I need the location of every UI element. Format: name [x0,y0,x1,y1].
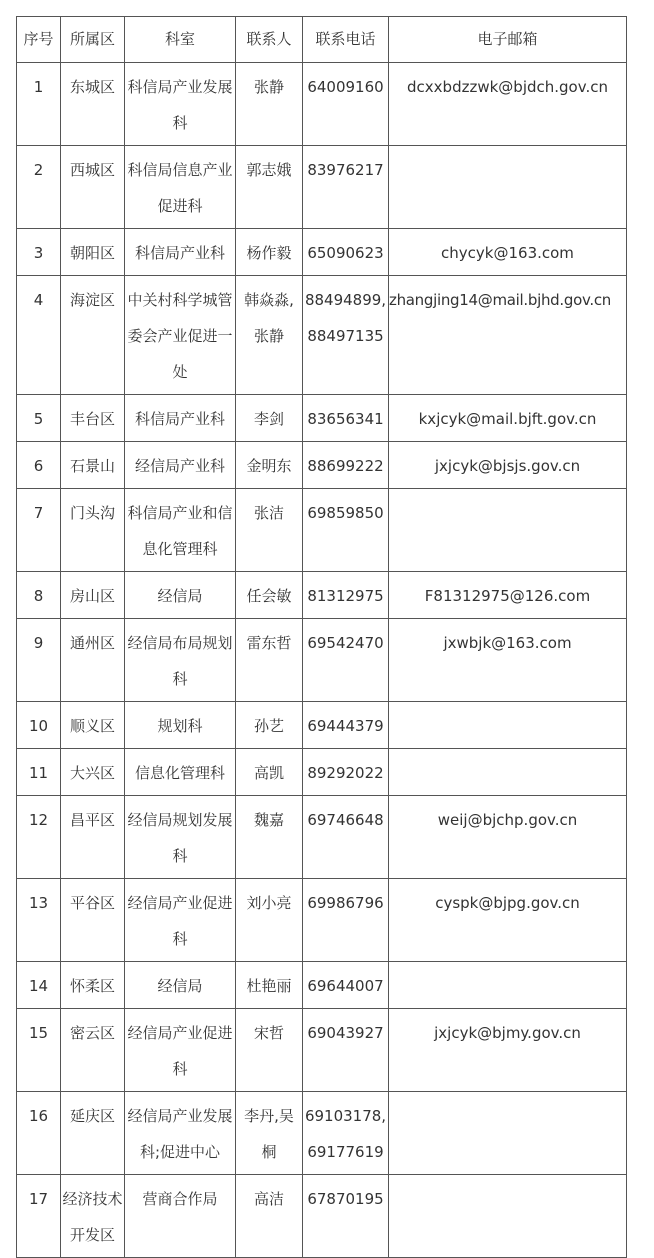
contact-cell: 张洁 [236,489,303,572]
department-cell: 经信局 [125,572,236,619]
district-cell: 门头沟 [61,489,125,572]
phone-cell: 67870195 [303,1175,389,1258]
email-cell: jxjcyk@bjsjs.gov.cn [389,442,627,489]
phone-cell: 69444379 [303,702,389,749]
department-cell: 科信局信息产业促进科 [125,146,236,229]
email-cell: jxwbjk@163.com [389,619,627,702]
email-cell: dcxxbdzzwk@bjdch.gov.cn [389,63,627,146]
contact-table [16,16,627,1258]
phone-cell: 83656341 [303,395,389,442]
row-number: 17 [17,1175,61,1258]
phone-cell: 69644007 [303,962,389,1009]
email-cell: jxjcyk@bjmy.gov.cn [389,1009,627,1092]
department-cell: 经信局规划发展科 [125,796,236,879]
header-cell: 联系人 [236,17,303,63]
table-row [17,1009,627,1092]
district-cell: 怀柔区 [61,962,125,1009]
phone-cell: 65090623 [303,229,389,276]
row-number: 12 [17,796,61,879]
row-number: 13 [17,879,61,962]
contact-cell: 任会敏 [236,572,303,619]
email-cell [389,146,627,229]
header-row [17,17,627,63]
table-row [17,442,627,489]
district-cell: 平谷区 [61,879,125,962]
contact-cell: 宋哲 [236,1009,303,1092]
row-number: 5 [17,395,61,442]
email-cell: weij@bjchp.gov.cn [389,796,627,879]
department-cell: 经信局布局规划科 [125,619,236,702]
table-row [17,395,627,442]
phone-cell: 64009160 [303,63,389,146]
email-cell: cyspk@bjpg.gov.cn [389,879,627,962]
contact-cell: 高凯 [236,749,303,796]
header-cell: 所属区 [61,17,125,63]
row-number: 2 [17,146,61,229]
contact-cell: 金明东 [236,442,303,489]
phone-cell: 69542470 [303,619,389,702]
contact-cell: 雷东哲 [236,619,303,702]
department-cell: 经信局产业发展科;促进中心 [125,1092,236,1175]
department-cell: 规划科 [125,702,236,749]
district-cell: 延庆区 [61,1092,125,1175]
phone-cell: 88699222 [303,442,389,489]
email-cell: zhangjing14@mail.bjhd.gov.cn [389,276,627,395]
email-cell [389,1092,627,1175]
email-cell [389,962,627,1009]
row-number: 7 [17,489,61,572]
email-cell: chycyk@163.com [389,229,627,276]
phone-cell: 69986796 [303,879,389,962]
district-cell: 石景山 [61,442,125,489]
district-cell: 房山区 [61,572,125,619]
table-row [17,63,627,146]
department-cell: 经信局产业促进科 [125,1009,236,1092]
district-cell: 丰台区 [61,395,125,442]
email-cell [389,1175,627,1258]
header-cell: 电子邮箱 [389,17,627,63]
district-cell: 顺义区 [61,702,125,749]
district-cell: 大兴区 [61,749,125,796]
header-cell: 联系电话 [303,17,389,63]
row-number: 10 [17,702,61,749]
table-row [17,749,627,796]
phone-cell: 89292022 [303,749,389,796]
email-cell [389,489,627,572]
table-row [17,146,627,229]
table-row [17,1175,627,1258]
contact-cell: 杨作毅 [236,229,303,276]
table-row [17,702,627,749]
department-cell: 中关村科学城管委会产业促进一处 [125,276,236,395]
row-number: 14 [17,962,61,1009]
contact-cell: 张静 [236,63,303,146]
department-cell: 经信局产业促进科 [125,879,236,962]
district-cell: 海淀区 [61,276,125,395]
phone-cell: 69746648 [303,796,389,879]
email-cell: kxjcyk@mail.bjft.gov.cn [389,395,627,442]
table-row [17,619,627,702]
contact-cell: 韩焱淼,张静 [236,276,303,395]
contact-cell: 李剑 [236,395,303,442]
phone-cell: 69859850 [303,489,389,572]
district-cell: 西城区 [61,146,125,229]
phone-cell: 69043927 [303,1009,389,1092]
phone-cell: 88494899,88497135 [303,276,389,395]
row-number: 6 [17,442,61,489]
row-number: 3 [17,229,61,276]
email-cell [389,702,627,749]
department-cell: 经信局 [125,962,236,1009]
district-cell: 经济技术开发区 [61,1175,125,1258]
table-row [17,796,627,879]
row-number: 11 [17,749,61,796]
department-cell: 科信局产业科 [125,395,236,442]
contact-cell: 李丹,吴桐 [236,1092,303,1175]
table-row [17,572,627,619]
table-row [17,879,627,962]
contact-cell: 魏嘉 [236,796,303,879]
row-number: 8 [17,572,61,619]
row-number: 4 [17,276,61,395]
district-cell: 通州区 [61,619,125,702]
email-cell: F81312975@126.com [389,572,627,619]
table-row [17,962,627,1009]
department-cell: 科信局产业发展科 [125,63,236,146]
contact-cell: 孙艺 [236,702,303,749]
department-cell: 科信局产业科 [125,229,236,276]
contact-cell: 杜艳丽 [236,962,303,1009]
row-number: 1 [17,63,61,146]
email-cell [389,749,627,796]
table-row [17,276,627,395]
contact-cell: 高洁 [236,1175,303,1258]
contact-cell: 郭志娥 [236,146,303,229]
phone-cell: 81312975 [303,572,389,619]
table-row [17,1092,627,1175]
phone-cell: 69103178,69177619 [303,1092,389,1175]
row-number: 9 [17,619,61,702]
district-cell: 朝阳区 [61,229,125,276]
department-cell: 科信局产业和信息化管理科 [125,489,236,572]
district-cell: 昌平区 [61,796,125,879]
row-number: 15 [17,1009,61,1092]
header-cell: 科室 [125,17,236,63]
row-number: 16 [17,1092,61,1175]
table-row [17,489,627,572]
department-cell: 信息化管理科 [125,749,236,796]
contact-cell: 刘小亮 [236,879,303,962]
department-cell: 营商合作局 [125,1175,236,1258]
district-cell: 密云区 [61,1009,125,1092]
header-cell: 序号 [17,17,61,63]
table-row [17,229,627,276]
phone-cell: 83976217 [303,146,389,229]
district-cell: 东城区 [61,63,125,146]
department-cell: 经信局产业科 [125,442,236,489]
